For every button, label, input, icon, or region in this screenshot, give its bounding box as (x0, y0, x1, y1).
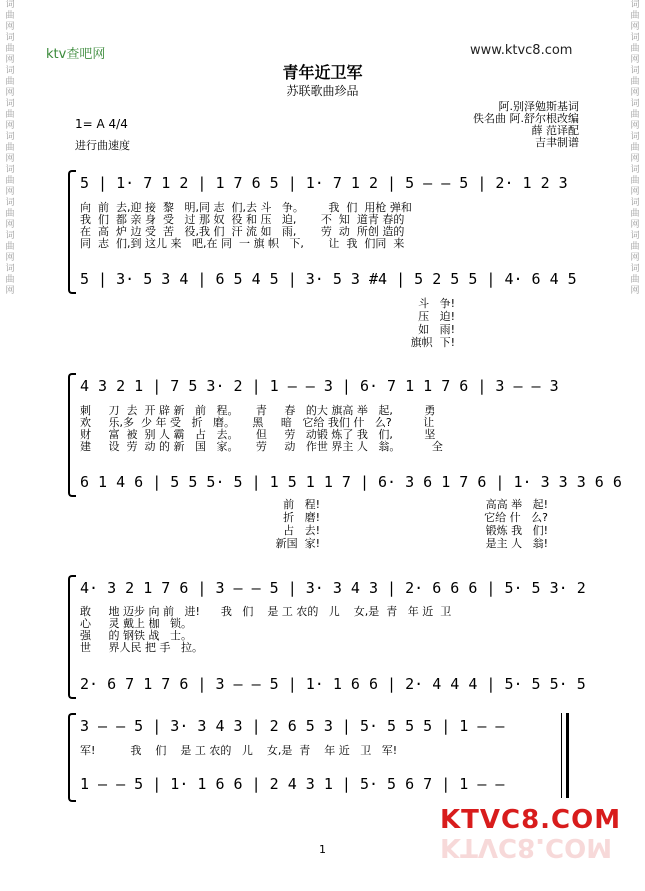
sub-lyric: 折 磨! (283, 511, 320, 524)
system-brace (68, 170, 76, 294)
lyric-line: 强 的 钢铁 战 士。 (80, 629, 192, 642)
sub-lyric: 斗 争! (418, 297, 455, 310)
sub-lyric: 锻炼 我 们! (485, 524, 548, 537)
key-signature: 1= A 4/4 (75, 117, 128, 131)
sub-lyric: 如 雨! (418, 323, 455, 336)
lyric-line: 世 界人民 把 手 拉。 (80, 641, 203, 654)
sub-lyric: 高高 举 起! (485, 498, 548, 511)
upper-staff-4: 3 — — 5 | 3· 3 4 3 | 2 6 5 3 | 5· 5 5 5 | 1 — — (80, 717, 505, 735)
side-watermark-right: 词 曲 网 词 曲 网 词 曲 网 词 曲 网 词 曲 网 词 曲 网 词 曲 网 词 曲 网 词 曲 网 (630, 0, 640, 296)
final-barline (566, 713, 569, 798)
sub-lyric: 是主 人 翁! (485, 537, 548, 550)
sub-lyric: 旗帜 下! (410, 336, 455, 349)
upper-staff-2: 4 3 2 1 | 7 5 3· 2 | 1 — — 3 | 6· 7 1 1 7 6 | 3 — — 3 (80, 377, 559, 395)
lyric-line: 向 前 去,迎 接 黎 明,同 志 们,去 斗 争。 我 们 用枪 弹和 (80, 201, 412, 214)
page-number: 1 (319, 843, 326, 856)
lyric-line: 我 们 都 亲 身 受 过 那 奴 役 和 压 迫, 不 知 道青 春的 (80, 213, 405, 226)
sub-lyric: 前 程! (283, 498, 320, 511)
system-brace (68, 713, 76, 802)
lower-staff-2: 6 1 4 6 | 5 5 5· 5 | 1 5 1 1 7 | 6· 3 6 1 7 6 | 1· 3 3 3 6 6 (80, 473, 622, 491)
song-title: 青年近卫军 (282, 63, 363, 82)
lyric-line: 财 富 被 别 人 霸 占 去。 但 劳 动锻 炼了 我 们, 坚 (80, 428, 436, 441)
site-logo-left[interactable]: ktv查吧网 (46, 47, 106, 62)
sub-lyric: 新国 家! (275, 537, 320, 550)
site-url-right[interactable]: www.ktvc8.com (470, 43, 573, 58)
credit-lyricist: 阿.别泽勉斯基词 (498, 100, 579, 113)
tempo-marking: 进行曲速度 (75, 139, 130, 152)
lyric-line: 敢 地 迈步 向 前 进! 我 们 是 工 农的 儿 女,是 青 年 近 卫 (80, 605, 452, 618)
system-brace (68, 373, 76, 497)
final-barline-thin (561, 713, 562, 798)
ktvc8-logo-reflection: KTVC8.COM (440, 832, 613, 862)
upper-staff-3: 4· 3 2 1 7 6 | 3 — — 5 | 3· 3 4 3 | 2· 6 6 6 | 5· 5 3· 2 (80, 579, 586, 597)
lower-staff-4: 1 — — 5 | 1· 1 6 6 | 2 4 3 1 | 5· 5 6 7 | 1 — — (80, 775, 505, 793)
lyric-line: 军! 我 们 是 工 农的 儿 女,是 青 年 近 卫 军! (80, 744, 398, 757)
side-watermark-left: 词 曲 网 词 曲 网 词 曲 网 词 曲 网 词 曲 网 词 曲 网 词 曲 网 词 曲 网 词 曲 网 (5, 0, 15, 296)
lyric-line: 刺 刀 去 开 辟 新 前 程。 青 春 的大 旗高 举 起, 勇 (80, 404, 436, 417)
sub-lyric: 压 迫! (418, 310, 455, 323)
credit-notation: 吉聿制谱 (535, 136, 579, 149)
system-brace (68, 575, 76, 699)
sub-lyric: 它给 什 么? (484, 511, 548, 524)
lyric-line: 心 灵 戴上 枷 锁。 (80, 617, 192, 630)
lyric-line: 同 志 们,到 这儿 来 吧,在 同 一 旗 帜 下, 让 我 们同 来 (80, 237, 405, 250)
lyric-line: 欢 乐,多 少 年 受 折 磨。 黑 暗 它给 我们 什 么? 让 (80, 416, 435, 429)
credit-translator: 薛 范译配 (531, 124, 579, 137)
ktvc8-logo[interactable]: KTVC8.COM (440, 805, 622, 835)
sub-lyric: 占 去! (283, 524, 320, 537)
upper-staff-1: 5 | 1· 7 1 2 | 1 7 6 5 | 1· 7 1 2 | 5 — — 5 | 2· 1 2 3 (80, 174, 568, 192)
credit-composer: 佚名曲 阿.舒尔根改编 (473, 112, 579, 125)
lyric-line: 在 高 炉 边 受 苦 役,我 们 汗 流 如 雨, 劳 动 所创 造的 (80, 225, 405, 238)
lower-staff-1: 5 | 3· 5 3 4 | 6 5 4 5 | 3· 5 3 #4 | 5 2 5 5 | 4· 6 4 5 (80, 270, 577, 288)
lyric-line: 建 设 劳 动 的 新 国 家。 劳 动 作世 界主 人 翁。 全 (80, 440, 443, 453)
lower-staff-3: 2· 6 7 1 7 6 | 3 — — 5 | 1· 1 6 6 | 2· 4 4 4 | 5· 5 5· 5 (80, 675, 586, 693)
song-subtitle: 苏联歌曲珍品 (286, 84, 359, 98)
